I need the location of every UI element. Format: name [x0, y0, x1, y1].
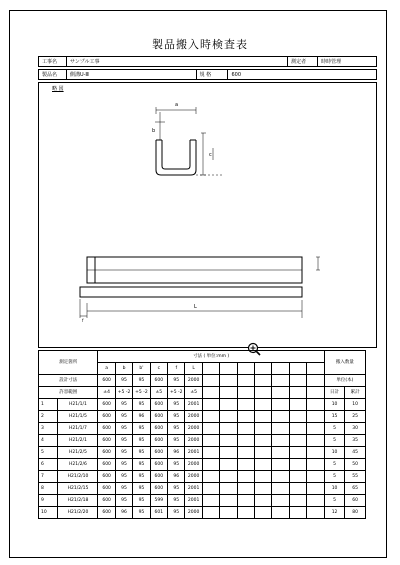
col-letter: c	[150, 363, 167, 375]
daily-count[interactable]: 5	[324, 495, 344, 507]
row-number: 1	[39, 399, 58, 411]
measured-value[interactable]: 95	[115, 447, 132, 459]
total-count: 55	[345, 471, 366, 483]
empty-cell[interactable]	[220, 459, 237, 471]
measured-value[interactable]: 95	[168, 435, 185, 447]
empty-cell[interactable]	[289, 459, 306, 471]
measured-value[interactable]: 95	[133, 495, 150, 507]
measurer-label: 測定箇所	[39, 351, 98, 375]
measured-value[interactable]: 600	[98, 399, 115, 411]
row-number: 3	[39, 423, 58, 435]
measured-value[interactable]: 600	[98, 459, 115, 471]
row-date: H21/1/1	[58, 399, 98, 411]
empty-cell[interactable]	[202, 435, 219, 447]
measured-value[interactable]: 600	[150, 423, 167, 435]
measured-value[interactable]: 2000	[185, 423, 202, 435]
measured-value[interactable]: 95	[133, 471, 150, 483]
daily-count[interactable]: 5	[324, 459, 344, 471]
empty-cell[interactable]	[307, 435, 325, 447]
empty-cell[interactable]	[237, 399, 254, 411]
empty-cell	[272, 387, 289, 399]
tolerance-value: +5 -2	[115, 387, 132, 399]
empty-cell[interactable]	[289, 447, 306, 459]
total-count: 10	[345, 399, 366, 411]
total-count: 45	[345, 447, 366, 459]
empty-cell[interactable]	[289, 495, 306, 507]
measured-value[interactable]: 600	[150, 459, 167, 471]
measured-value[interactable]: 2001	[185, 495, 202, 507]
empty-cell	[237, 387, 254, 399]
row-number: 6	[39, 459, 58, 471]
design-value: 600	[98, 375, 115, 387]
design-value: 95	[168, 375, 185, 387]
measured-value[interactable]: 95	[133, 447, 150, 459]
measurement-table	[38, 350, 366, 519]
measured-value[interactable]: 600	[98, 411, 115, 423]
empty-cell[interactable]	[307, 459, 325, 471]
row-date: H21/2/6	[58, 459, 98, 471]
measured-value[interactable]: 95	[115, 495, 132, 507]
table-row	[39, 423, 366, 435]
total-count: 35	[345, 435, 366, 447]
measured-value[interactable]: 600	[150, 399, 167, 411]
measured-value[interactable]: 600	[150, 483, 167, 495]
table-header-row	[39, 351, 366, 363]
empty-cell[interactable]	[307, 507, 325, 519]
measured-value[interactable]: 600	[98, 471, 115, 483]
empty-cell[interactable]	[237, 447, 254, 459]
daily-count[interactable]: 10	[324, 399, 344, 411]
table-row	[39, 399, 366, 411]
empty-cell[interactable]	[307, 423, 325, 435]
empty-cell	[220, 387, 237, 399]
row-number: 7	[39, 471, 58, 483]
col-letter: b'	[133, 363, 150, 375]
col-letter: b	[115, 363, 132, 375]
empty-cell	[289, 363, 306, 375]
row-date: H21/2/20	[58, 507, 98, 519]
tolerance-value: ±5	[185, 387, 202, 399]
empty-cell[interactable]	[289, 399, 306, 411]
measured-value[interactable]: 95	[115, 483, 132, 495]
empty-cell[interactable]	[307, 447, 325, 459]
empty-cell[interactable]	[255, 447, 272, 459]
row-number: 10	[39, 507, 58, 519]
empty-cell[interactable]	[220, 423, 237, 435]
empty-cell[interactable]	[220, 447, 237, 459]
empty-cell[interactable]	[289, 507, 306, 519]
tolerance-value: ±4	[98, 387, 115, 399]
measured-value[interactable]: 95	[133, 483, 150, 495]
row-date: H21/2/1	[58, 435, 98, 447]
measured-value[interactable]: 96	[168, 447, 185, 459]
product-value[interactable]: 側溝U-Ⅲ	[66, 70, 196, 80]
empty-cell[interactable]	[255, 411, 272, 423]
measured-value[interactable]: 600	[98, 447, 115, 459]
empty-cell	[220, 363, 237, 375]
measured-value[interactable]: 2000	[185, 411, 202, 423]
row-date: H21/2/15	[58, 483, 98, 495]
empty-cell	[237, 363, 254, 375]
empty-cell[interactable]	[272, 471, 289, 483]
table-row	[39, 447, 366, 459]
table-row	[39, 435, 366, 447]
cross-section-dim-b: b	[152, 128, 156, 134]
empty-cell	[237, 375, 254, 387]
cross-section-dims	[155, 107, 222, 175]
empty-cell	[202, 375, 219, 387]
measured-value[interactable]: 2001	[185, 399, 202, 411]
design-value: 95	[133, 375, 150, 387]
empty-cell[interactable]	[220, 471, 237, 483]
measured-value[interactable]: 2000	[185, 459, 202, 471]
empty-cell[interactable]	[289, 471, 306, 483]
empty-cell	[202, 387, 219, 399]
inspector-value[interactable]: 時時管理	[318, 57, 377, 67]
cross-section	[156, 140, 196, 175]
measured-value[interactable]: 95	[133, 507, 150, 519]
daily-count[interactable]: 10	[324, 483, 344, 495]
tolerance-label: 許容範囲	[39, 387, 98, 399]
measured-value[interactable]: 95	[168, 483, 185, 495]
measured-value[interactable]: 95	[168, 495, 185, 507]
measured-value[interactable]: 600	[98, 483, 115, 495]
dims-header: 寸法 ( 単位:mm )	[98, 351, 324, 363]
measured-value[interactable]: 95	[133, 423, 150, 435]
empty-cell	[255, 375, 272, 387]
empty-cell	[255, 387, 272, 399]
empty-cell[interactable]	[220, 483, 237, 495]
row-number: 4	[39, 435, 58, 447]
measured-value[interactable]: 95	[115, 459, 132, 471]
tolerance-value: +5 -2	[168, 387, 185, 399]
spec-value[interactable]: 600	[228, 70, 377, 80]
measured-value[interactable]: 95	[168, 459, 185, 471]
measured-value[interactable]: 95	[133, 399, 150, 411]
daily-count[interactable]: 5	[324, 471, 344, 483]
measured-value[interactable]: 600	[150, 435, 167, 447]
row-date: H21/2/18	[58, 495, 98, 507]
measured-value[interactable]: 95	[133, 459, 150, 471]
measured-value[interactable]: 600	[98, 507, 115, 519]
empty-cell[interactable]	[272, 423, 289, 435]
empty-cell[interactable]	[202, 399, 219, 411]
measured-value[interactable]: 95	[115, 399, 132, 411]
measured-value[interactable]: 600	[98, 495, 115, 507]
measured-value[interactable]: 95	[115, 435, 132, 447]
empty-cell[interactable]	[220, 411, 237, 423]
empty-cell[interactable]	[307, 483, 325, 495]
row-number: 2	[39, 411, 58, 423]
row-date: H21/2/10	[58, 471, 98, 483]
empty-cell[interactable]	[202, 459, 219, 471]
design-value: 95	[115, 375, 132, 387]
empty-cell[interactable]	[272, 447, 289, 459]
empty-cell[interactable]	[237, 483, 254, 495]
empty-cell	[272, 363, 289, 375]
empty-cell[interactable]	[272, 399, 289, 411]
total-count: 50	[345, 459, 366, 471]
measured-value[interactable]: 2001	[185, 447, 202, 459]
empty-cell	[307, 387, 325, 399]
empty-cell[interactable]	[220, 399, 237, 411]
measured-value[interactable]: 600	[98, 435, 115, 447]
product-label: 製品名	[39, 70, 67, 80]
measured-value[interactable]: 95	[168, 399, 185, 411]
empty-cell	[272, 375, 289, 387]
tolerance-value: ±5	[150, 387, 167, 399]
empty-cell[interactable]	[272, 495, 289, 507]
cross-section-dim-c: c	[209, 152, 212, 158]
measured-value[interactable]: 96	[168, 471, 185, 483]
row-date: H21/1/7	[58, 423, 98, 435]
empty-cell[interactable]	[220, 507, 237, 519]
total-count: 65	[345, 483, 366, 495]
measured-value[interactable]: 95	[115, 471, 132, 483]
empty-cell[interactable]	[255, 435, 272, 447]
daily-count[interactable]: 15	[324, 411, 344, 423]
empty-cell[interactable]	[202, 495, 219, 507]
empty-cell[interactable]	[202, 447, 219, 459]
empty-cell[interactable]	[307, 411, 325, 423]
col-letter: f	[168, 363, 185, 375]
empty-cell[interactable]	[237, 459, 254, 471]
total-count: 60	[345, 495, 366, 507]
total-label: 累計	[345, 387, 366, 399]
table-row	[39, 459, 366, 471]
empty-cell[interactable]	[237, 423, 254, 435]
measured-value[interactable]: 96	[115, 507, 132, 519]
row-date: H21/1/5	[58, 411, 98, 423]
daily-label: 日計	[324, 387, 344, 399]
design-label: 設計寸法	[39, 375, 98, 387]
row-number: 9	[39, 495, 58, 507]
table-row	[39, 507, 366, 519]
empty-cell[interactable]	[289, 483, 306, 495]
side-view-dim-l: L	[194, 304, 197, 310]
empty-cell[interactable]	[255, 507, 272, 519]
empty-cell[interactable]	[289, 435, 306, 447]
drawing-label: 略 図	[52, 86, 64, 92]
measured-value[interactable]: 95	[168, 507, 185, 519]
empty-cell[interactable]	[237, 471, 254, 483]
table-row	[39, 495, 366, 507]
empty-cell[interactable]	[202, 411, 219, 423]
side-view-dim-f: f	[82, 318, 84, 323]
design-row	[39, 375, 366, 387]
empty-cell	[307, 375, 325, 387]
total-count: 30	[345, 423, 366, 435]
measured-value[interactable]: 601	[150, 507, 167, 519]
measured-value[interactable]: 95	[115, 411, 132, 423]
measured-value[interactable]: 2000	[185, 507, 202, 519]
empty-cell[interactable]	[289, 423, 306, 435]
empty-cell[interactable]	[307, 471, 325, 483]
empty-cell	[255, 363, 272, 375]
empty-cell[interactable]	[220, 495, 237, 507]
empty-cell[interactable]	[237, 507, 254, 519]
total-count: 25	[345, 411, 366, 423]
empty-cell[interactable]	[272, 507, 289, 519]
row-number: 5	[39, 447, 58, 459]
empty-cell[interactable]	[202, 483, 219, 495]
design-value: 600	[150, 375, 167, 387]
row-number: 8	[39, 483, 58, 495]
col-letter: L	[185, 363, 202, 375]
empty-cell[interactable]	[202, 507, 219, 519]
empty-cell[interactable]	[255, 423, 272, 435]
empty-cell	[289, 387, 306, 399]
measured-value[interactable]: 96	[133, 411, 150, 423]
measured-value[interactable]: 2000	[185, 435, 202, 447]
empty-cell[interactable]	[202, 423, 219, 435]
empty-cell[interactable]	[307, 399, 325, 411]
empty-cell[interactable]	[255, 471, 272, 483]
measured-value[interactable]: 600	[98, 423, 115, 435]
spec-label: 規 格	[196, 70, 228, 80]
empty-cell	[289, 375, 306, 387]
empty-cell[interactable]	[307, 495, 325, 507]
empty-cell	[202, 363, 219, 375]
inspector-label: 測定者	[288, 57, 318, 67]
cross-section-dim-a: a	[175, 102, 179, 108]
empty-cell	[220, 375, 237, 387]
empty-cell[interactable]	[255, 399, 272, 411]
daily-count[interactable]: 10	[324, 447, 344, 459]
measured-value[interactable]: 2001	[185, 483, 202, 495]
measured-value[interactable]: 95	[168, 411, 185, 423]
unit-label: 単位(本)	[324, 375, 365, 387]
tolerance-row	[39, 387, 366, 399]
measured-value[interactable]: 600	[150, 471, 167, 483]
project-label: 工事名	[39, 57, 67, 67]
measured-value[interactable]: 95	[133, 435, 150, 447]
measured-value[interactable]: 600	[150, 447, 167, 459]
empty-cell[interactable]	[255, 459, 272, 471]
measured-value[interactable]: 599	[150, 495, 167, 507]
table-row	[39, 471, 366, 483]
page-title: 製品搬入時検査表	[152, 38, 248, 51]
design-value: 2000	[185, 375, 202, 387]
empty-cell[interactable]	[272, 411, 289, 423]
empty-cell[interactable]	[237, 495, 254, 507]
row-date: H21/2/5	[58, 447, 98, 459]
col-letter: a	[98, 363, 115, 375]
daily-count[interactable]: 5	[324, 423, 344, 435]
table-row	[39, 483, 366, 495]
empty-cell[interactable]	[272, 459, 289, 471]
empty-cell[interactable]	[220, 435, 237, 447]
empty-cell[interactable]	[237, 411, 254, 423]
empty-cell	[307, 363, 325, 375]
measured-value[interactable]: 600	[150, 411, 167, 423]
empty-cell[interactable]	[237, 435, 254, 447]
project-value[interactable]: サンプル工事	[66, 57, 287, 67]
table-row	[39, 411, 366, 423]
empty-cell[interactable]	[289, 411, 306, 423]
daily-count[interactable]: 5	[324, 435, 344, 447]
measured-value[interactable]: 2000	[185, 471, 202, 483]
total-count: 80	[345, 507, 366, 519]
empty-cell[interactable]	[255, 495, 272, 507]
daily-count[interactable]: 12	[324, 507, 344, 519]
measured-value[interactable]: 95	[115, 423, 132, 435]
empty-cell[interactable]	[272, 435, 289, 447]
measured-value[interactable]: 95	[168, 423, 185, 435]
empty-cell[interactable]	[255, 483, 272, 495]
count-label: 搬入数量	[324, 351, 365, 375]
empty-cell[interactable]	[272, 483, 289, 495]
tolerance-value: +5 -2	[133, 387, 150, 399]
side-view	[80, 257, 302, 297]
empty-cell[interactable]	[202, 471, 219, 483]
